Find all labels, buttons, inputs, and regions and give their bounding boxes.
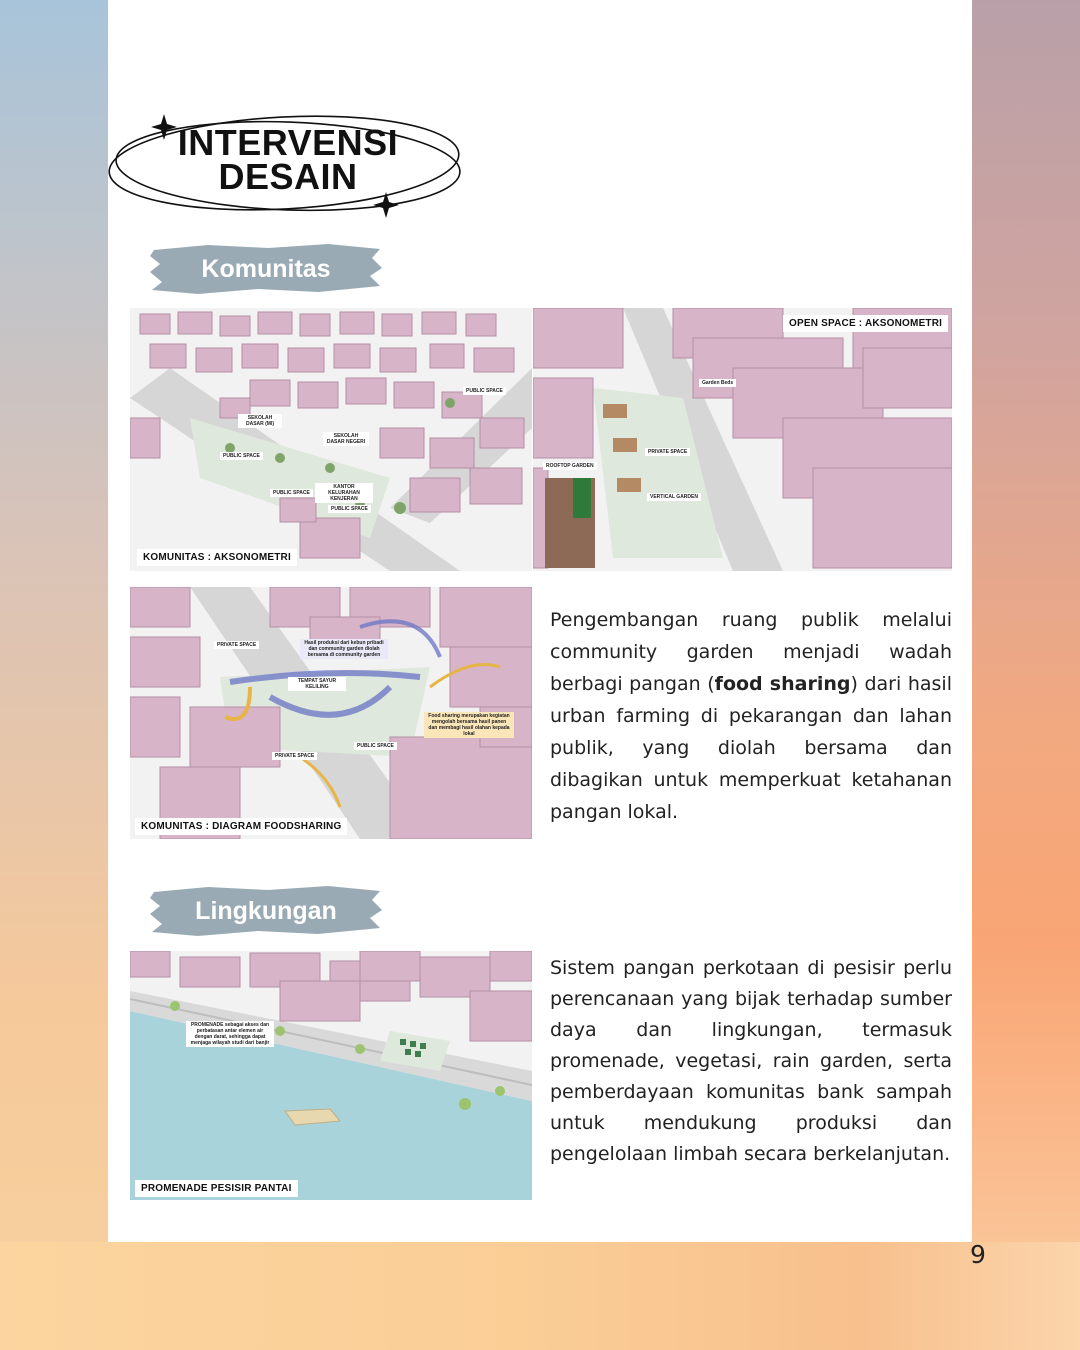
map-label: PUBLIC SPACE — [354, 742, 397, 750]
illustration-komunitas-axonometric — [130, 308, 532, 571]
map-label: PRIVATE SPACE — [214, 641, 259, 649]
map-label: PRIVATE SPACE — [272, 752, 317, 760]
map-label: ROOFTOP GARDEN — [543, 462, 597, 470]
map-label: VERTICAL GARDEN — [647, 493, 701, 501]
title-line-2: DESAIN — [218, 156, 358, 197]
map-label: SEKOLAH DASAR NEGERI — [323, 432, 369, 446]
paragraph-text: Pengembangan ruang publik melalui community garden menjadi wadah berbagi pangan ( — [550, 609, 952, 695]
map-label: SEKOLAH DASAR (MI) — [238, 414, 282, 428]
map-label: Hasil produksi dari kebun pribadi dan community garden diolah bersama di community garden — [300, 639, 388, 659]
map-label: PUBLIC SPACE — [270, 489, 313, 497]
section-label-text: Komunitas — [201, 255, 331, 283]
title-line-1: INTERVENSI — [177, 122, 399, 163]
map-label: KANTOR KELURAHAN KENJERAN — [315, 483, 373, 503]
image-caption: KOMUNITAS : AKSONOMETRI — [137, 549, 297, 566]
map-label: PUBLIC SPACE — [220, 452, 263, 460]
illustration-promenade — [130, 951, 532, 1200]
image-caption: KOMUNITAS : DIAGRAM FOODSHARING — [135, 818, 347, 835]
map-label: TEMPAT SAYUR KELILING — [288, 677, 346, 691]
background-bottom — [0, 1242, 1080, 1350]
map-label: PUBLIC SPACE — [463, 387, 506, 395]
image-caption: OPEN SPACE : AKSONOMETRI — [783, 315, 948, 332]
paragraph-text: ) dari hasil urban farming di pekarangan dan lahan publik, yang diolah bersama dan dibagikan untuk memperkuat ketahanan pangan lokal. — [550, 673, 952, 823]
map-label: Food sharing merupakan kegiatan mengolah bersama hasil panen dan membagi hasil olahan kepada lokal — [424, 712, 514, 738]
background-left — [0, 0, 108, 1350]
page-number: 9 — [970, 1240, 986, 1269]
map-label: PROMENADE sebagai akses dan perbatasan antar elemen air dengan darat, sehingga dapat menjaga wilayah studi dari banjir — [186, 1021, 274, 1047]
section-label-lingkungan — [148, 884, 384, 938]
illustration-foodsharing-diagram — [130, 587, 532, 839]
sparkle-icon — [373, 192, 399, 218]
map-label: PUBLIC SPACE — [328, 505, 371, 513]
komunitas-paragraph — [550, 604, 952, 828]
paragraph-bold-text: food sharing — [714, 673, 851, 695]
map-label: PRIVATE SPACE — [645, 448, 690, 456]
section-label-text: Lingkungan — [195, 897, 337, 925]
background-right — [972, 0, 1080, 1350]
image-caption: PROMENADE PESISIR PANTAI — [135, 1180, 298, 1197]
lingkungan-paragraph: Sistem pangan perkotaan di pesisir perlu perencanaan yang bijak terhadap sumber daya dan lingkungan, termasuk promenade, vegetasi, rain garden, serta pemberdayaan komunitas bank sampah untuk mendukung produksi dan pengelolaan limbah secara berkelanjutan. — [550, 957, 952, 1165]
section-label-komunitas — [148, 242, 384, 296]
page-title — [108, 108, 468, 223]
map-label: Garden Beds — [699, 379, 736, 387]
illustration-open-space-axonometric — [533, 308, 952, 571]
